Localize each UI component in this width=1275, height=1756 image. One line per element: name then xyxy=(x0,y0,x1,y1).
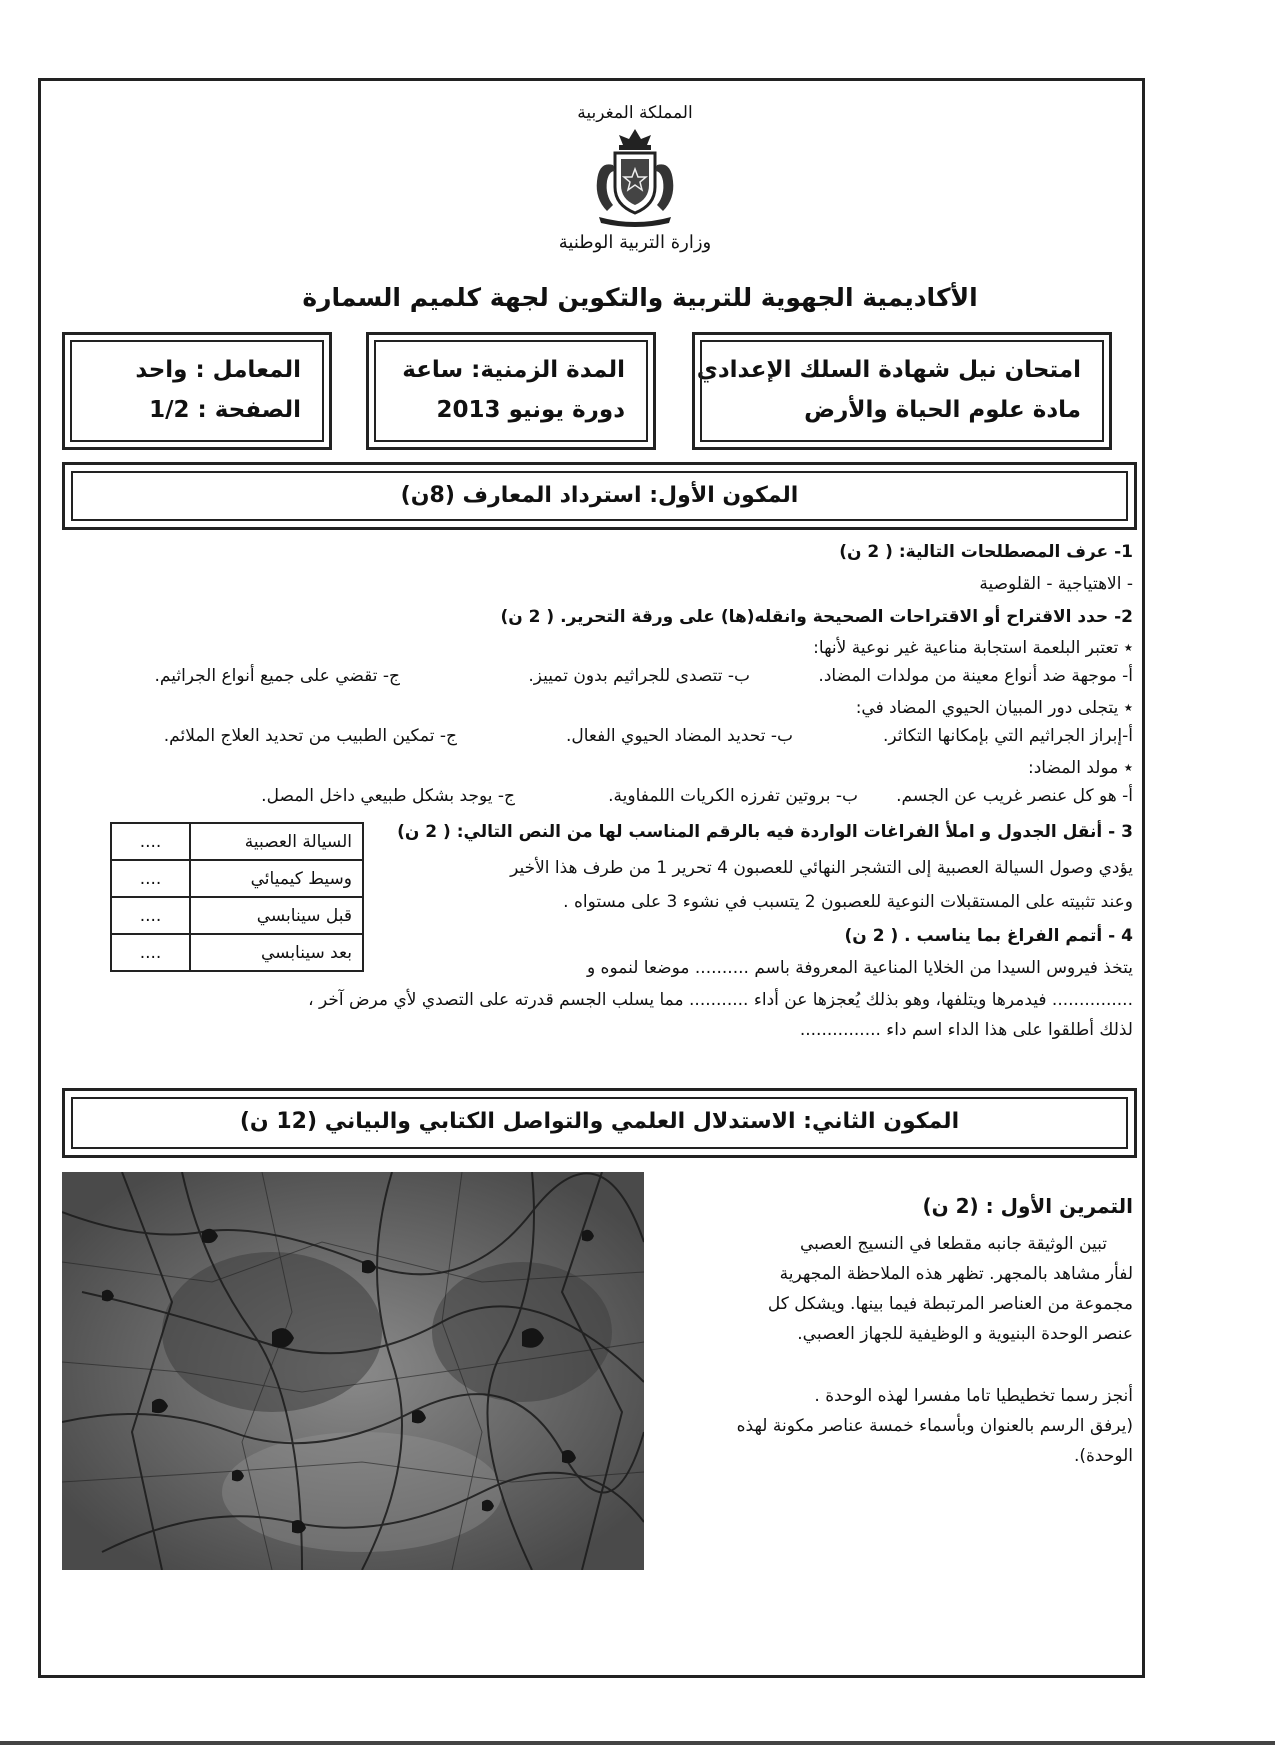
part2-title-box xyxy=(62,1088,1137,1158)
coefficient-label: المعامل : واحد xyxy=(135,357,301,383)
part1-title-box xyxy=(62,462,1137,530)
page-number-label: الصفحة : 1/2 xyxy=(149,397,301,423)
q2-item1-prompt: ٭ تعتبر البلعمة استجابة مناعية غير نوعية لأنها: xyxy=(813,638,1133,658)
exercise1-task-line: الوحدة). xyxy=(1073,1446,1133,1466)
table-blank-cell: .... xyxy=(111,897,190,934)
subject-title: مادة علوم الحياة والأرض xyxy=(804,397,1081,423)
coefficient-info-box xyxy=(62,332,332,450)
q3-text-line1: يؤدي وصول السيالة العصبية إلى التشجر النهائي للعصبون 4 تحرير 1 من طرف هذا الأخير xyxy=(510,858,1133,878)
table-row xyxy=(111,934,363,971)
q3-matching-table xyxy=(110,822,364,972)
q2-item1-option-b: ب- تتصدى للجراثيم بدون تمييز. xyxy=(528,666,750,686)
q2-item1-option-c: ج- تقضي على جميع أنواع الجراثيم. xyxy=(154,666,400,686)
q2-item2-prompt: ٭ يتجلى دور المبيان الحيوي المضاد في: xyxy=(855,698,1133,718)
kingdom-heading: المملكة المغربية xyxy=(577,103,693,123)
q4-stem: 4 - أتمم الفراغ بما يناسب . ( 2 ن) xyxy=(844,926,1133,946)
exercise1-task-line: أنجز رسما تخطيطيا تاما مفسرا لهذه الوحدة . xyxy=(814,1386,1133,1406)
part2-title: المكون الثاني: الاستدلال العلمي والتواصل الكتابي والبياني (12 ن) xyxy=(239,1109,960,1134)
q2-item2-option-b: ب- تحديد المضاد الحيوي الفعال. xyxy=(566,726,793,746)
exercise1-title: التمرين الأول : (2 ن) xyxy=(922,1194,1133,1218)
table-blank-cell: .... xyxy=(111,823,190,860)
q1-terms: - الاهتياجية - القلوصية xyxy=(979,574,1133,594)
table-blank-cell: .... xyxy=(111,860,190,897)
q2-item2-option-a: أ-إبراز الجراثيم التي بإمكانها التكاثر. xyxy=(882,726,1133,746)
exercise1-line: مجموعة من العناصر المرتبطة فيما بينها. ويشكل كل xyxy=(767,1294,1133,1314)
q2-item3-option-b: ب- بروتين تفرزه الكريات اللمفاوية. xyxy=(608,786,858,806)
exercise1-line: عنصر الوحدة البنيوية و الوظيفية للجهاز العصبي. xyxy=(797,1324,1133,1344)
table-blank-cell: .... xyxy=(111,934,190,971)
royal-emblem-icon xyxy=(585,125,685,230)
academy-heading: الأكاديمية الجهوية للتربية والتكوين لجهة كلميم السمارة xyxy=(302,283,978,312)
q2-item1-option-a: أ- موجهة ضد أنواع معينة من مولدات المضاد. xyxy=(818,666,1133,686)
table-term-cell: وسيط كيميائي xyxy=(190,860,363,897)
q1-stem: 1- عرف المصطلحات التالية: ( 2 ن) xyxy=(839,542,1133,562)
duration-info-box xyxy=(366,332,656,450)
q2-stem: 2- حدد الاقتراح أو الاقتراحات الصحيحة وانقله(ها) على ورقة التحرير. ( 2 ن) xyxy=(500,607,1133,627)
q2-item3-option-c: ج- يوجد بشكل طبيعي داخل المصل. xyxy=(261,786,515,806)
table-row xyxy=(111,860,363,897)
table-row xyxy=(111,823,363,860)
part1-title: المكون الأول: استرداد المعارف (8ن) xyxy=(400,483,799,508)
q2-item3-option-a: أ- هو كل عنصر غريب عن الجسم. xyxy=(896,786,1133,806)
exercise1-line: لفأر مشاهد بالمجهر. تظهر هذه الملاحظة المجهرية xyxy=(779,1264,1133,1284)
exercise1-line: تبين الوثيقة جانبه مقطعا في النسيج العصبي xyxy=(799,1234,1107,1254)
q4-line2: ............... فيدمرها ويتلفها، وهو بذلك يُعجزها عن أداء ........... مما يسلب الجسم قدرته على التصدي لأي مرض آخر ، xyxy=(308,990,1133,1010)
duration-label: المدة الزمنية: ساعة xyxy=(402,357,625,383)
table-term-cell: قبل سينابسي xyxy=(190,897,363,934)
q2-item2-option-c: ج- تمكين الطبيب من تحديد العلاج الملائم. xyxy=(163,726,457,746)
scan-bottom-rule xyxy=(0,1741,1275,1745)
session-label: دورة يونيو 2013 xyxy=(436,397,625,423)
exam-info-box xyxy=(692,332,1112,450)
q4-line3: لذلك أطلقوا على هذا الداء اسم داء ............... xyxy=(799,1020,1133,1040)
q3-stem: 3 - أنقل الجدول و املأ الفراغات الواردة فيه بالرقم المناسب لها من النص التالي: ( 2 ن) xyxy=(397,822,1133,842)
q3-text-line2: وعند تثبيته على المستقبلات النوعية للعصبون 2 يتسبب في نشوء 3 على مستواه . xyxy=(563,892,1133,912)
ministry-heading: وزارة التربية الوطنية xyxy=(558,232,712,253)
nerve-tissue-micrograph xyxy=(62,1172,644,1570)
table-term-cell: بعد سينابسي xyxy=(190,934,363,971)
table-term-cell: السيالة العصبية xyxy=(190,823,363,860)
q4-line1: يتخذ فيروس السيدا من الخلايا المناعية المعروفة باسم .......... موضعا لنموه و xyxy=(586,958,1133,978)
exam-title: امتحان نيل شهادة السلك الإعدادي xyxy=(696,357,1081,383)
q2-item3-prompt: ٭ مولد المضاد: xyxy=(1027,758,1133,778)
table-row xyxy=(111,897,363,934)
exercise1-task-line: (يرفق الرسم بالعنوان وبأسماء خمسة عناصر مكونة لهذه xyxy=(736,1416,1133,1436)
